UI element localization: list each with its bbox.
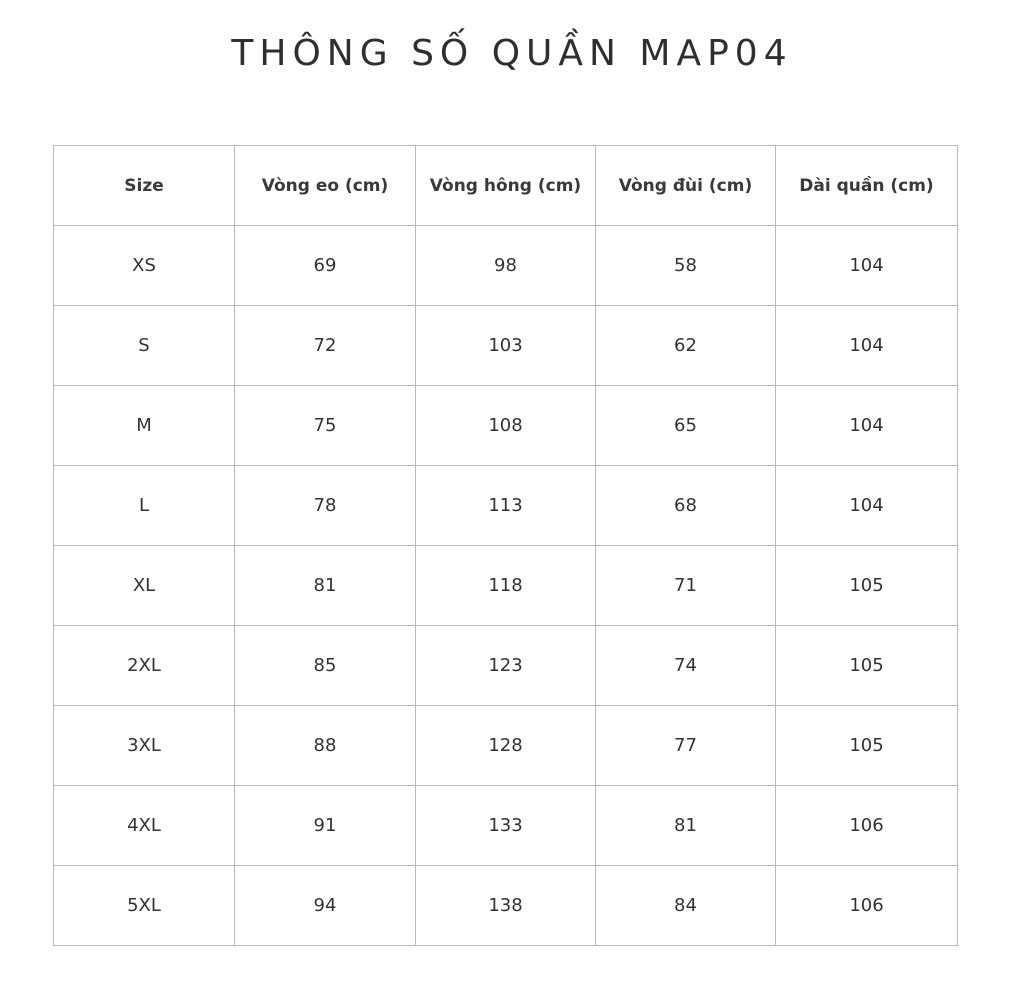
cell-waist: 91 [235, 786, 416, 866]
table-header [54, 146, 958, 226]
header-row [54, 146, 958, 226]
cell-hip: 103 [416, 306, 596, 386]
cell-hip: 128 [416, 706, 596, 786]
header-waist: Vòng eo (cm) [235, 146, 416, 226]
cell-size: S [54, 306, 235, 386]
cell-length: 105 [776, 626, 958, 706]
cell-length: 105 [776, 546, 958, 626]
cell-length: 106 [776, 866, 958, 946]
cell-waist: 69 [235, 226, 416, 306]
cell-length: 105 [776, 706, 958, 786]
cell-hip: 113 [416, 466, 596, 546]
page-title: THÔNG SỐ QUẦN MAP04 [231, 33, 793, 74]
cell-size: 5XL [54, 866, 235, 946]
cell-length: 104 [776, 466, 958, 546]
cell-waist: 85 [235, 626, 416, 706]
cell-size: M [54, 386, 235, 466]
cell-thigh: 62 [596, 306, 776, 386]
cell-thigh: 65 [596, 386, 776, 466]
table-row [54, 866, 958, 946]
table-row [54, 546, 958, 626]
table-body [54, 226, 958, 946]
size-chart-table [53, 145, 958, 946]
header-length: Dài quần (cm) [776, 146, 958, 226]
cell-thigh: 84 [596, 866, 776, 946]
cell-waist: 75 [235, 386, 416, 466]
cell-size: XL [54, 546, 235, 626]
cell-size: XS [54, 226, 235, 306]
cell-waist: 88 [235, 706, 416, 786]
cell-thigh: 81 [596, 786, 776, 866]
cell-thigh: 74 [596, 626, 776, 706]
cell-thigh: 71 [596, 546, 776, 626]
cell-waist: 78 [235, 466, 416, 546]
cell-size: 2XL [54, 626, 235, 706]
header-thigh: Vòng đùi (cm) [596, 146, 776, 226]
table-row [54, 466, 958, 546]
table-row [54, 226, 958, 306]
header-size: Size [54, 146, 235, 226]
cell-hip: 98 [416, 226, 596, 306]
cell-waist: 94 [235, 866, 416, 946]
table-row [54, 626, 958, 706]
cell-size: 3XL [54, 706, 235, 786]
cell-length: 104 [776, 386, 958, 466]
header-hip: Vòng hông (cm) [416, 146, 596, 226]
cell-waist: 72 [235, 306, 416, 386]
table-row [54, 386, 958, 466]
table-row [54, 786, 958, 866]
cell-hip: 108 [416, 386, 596, 466]
cell-hip: 118 [416, 546, 596, 626]
cell-thigh: 68 [596, 466, 776, 546]
cell-thigh: 77 [596, 706, 776, 786]
cell-waist: 81 [235, 546, 416, 626]
cell-length: 106 [776, 786, 958, 866]
table-row [54, 306, 958, 386]
cell-length: 104 [776, 226, 958, 306]
cell-length: 104 [776, 306, 958, 386]
cell-hip: 138 [416, 866, 596, 946]
cell-size: L [54, 466, 235, 546]
cell-hip: 123 [416, 626, 596, 706]
table-row [54, 706, 958, 786]
cell-thigh: 58 [596, 226, 776, 306]
cell-hip: 133 [416, 786, 596, 866]
cell-size: 4XL [54, 786, 235, 866]
